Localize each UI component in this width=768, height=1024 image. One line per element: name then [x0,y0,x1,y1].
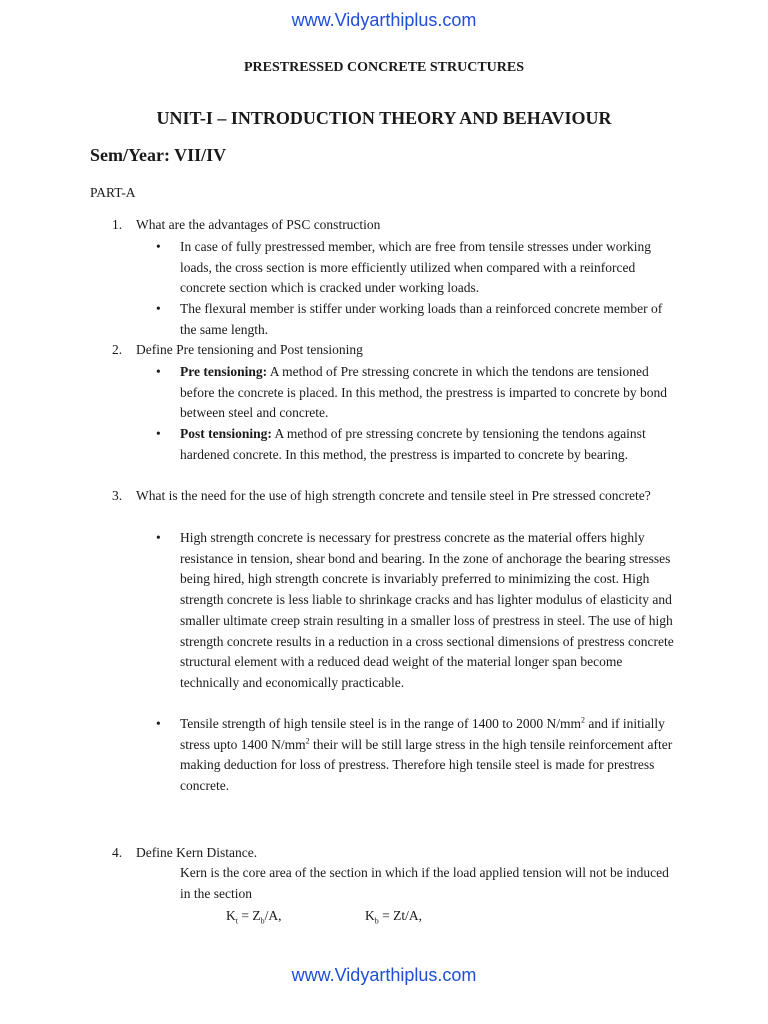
kern-formula-top [226,906,281,927]
formula-symbol: K [226,908,236,923]
formula-text: = Z [237,908,261,923]
bullet-text: In case of fully prestressed member, which are free from tensile stresses under working loads, the cross section is more efficiently utilized when compared with a reinforced concrete section which is cracked under working loads. [180,239,652,296]
part-a-label: PART-A [90,185,136,200]
bullet-icon: • [156,364,161,379]
question-text: Define Pre tensioning and Post tensioning [136,342,363,357]
document-title: PRESTRESSED CONCRETE STRUCTURES [243,60,525,75]
unit-heading: UNIT-I – INTRODUCTION THEORY AND BEHAVIOUR [156,108,612,128]
sem-year-heading: Sem/Year: VII/IV [90,145,227,165]
term-label: Pre tensioning: [180,364,268,379]
term-definition: A method of pre stressing concrete by tensioning the tendons against hardened concrete. In this method, the prestress is imparted to concrete by bearing. [180,426,646,462]
question-number: 1. [112,217,123,232]
bullet-text: The flexural member is stiffer under working loads than a reinforced concrete member of the same length. [180,301,663,337]
superscript: 2 [581,715,585,725]
bullet-icon: • [156,530,161,545]
question-text: Define Kern Distance. [136,845,258,860]
question-text: What are the advantages of PSC construction [136,217,381,232]
question-number: 4. [112,845,123,860]
formula-text: = Zt/A, [378,908,422,923]
subscript: t [235,916,238,926]
bullet-text: High strength concrete is necessary for prestress concrete as the material offers highly resistance in tension, shear bond and bearing. In the zone of anchorage the bearing stresses being hired, high strength concrete is invariably preferred to minimizing the cost. High strength concrete is less liable to shrinkage cracks and has lighter modulus of elasticity and smaller ultimate creep strain resulting in a smaller loss of prestress in steel. The use of high strength concrete results in a reduction in a cross sectional dimensions of prestress concrete structural element with a reduced dead weight of the material longer span become technically and economically practicable. [180,530,674,690]
bullet-icon: • [156,301,161,316]
bullet-text [180,424,680,465]
formula-symbol: K [365,908,375,923]
superscript: 2 [305,736,310,746]
bullet-text [180,362,680,424]
question-number: 3. [112,488,123,503]
header-site-link[interactable]: www.Vidyarthiplus.com [291,10,477,30]
kern-formula-bottom [365,906,422,927]
text-part: their will be still large stress in the high tensile reinforcement after making deduction for loss of prestress. Therefore high tensile steel is made for prestress concrete. [180,736,673,794]
subscript: b [260,916,265,926]
bullet-icon: • [156,426,161,441]
bullet-text [180,714,680,797]
formula-text: /A, [264,908,282,923]
kern-definition: Kern is the core area of the section in which if the load applied tension will not be induced in the section [180,865,669,901]
subscript: b [374,916,379,926]
text-part: Tensile strength of high tensile steel is in the range of 1400 to 2000 N/mm [180,716,581,731]
question-text: What is the need for the use of high strength concrete and tensile steel in Pre stressed concrete? [136,488,651,503]
term-label: Post tensioning: [180,426,272,441]
footer-site-link[interactable]: www.Vidyarthiplus.com [291,965,477,985]
text-part: and if initially stress upto 1400 N/mm [180,716,665,752]
bullet-icon: • [156,239,161,254]
question-number: 2. [112,342,123,357]
bullet-icon: • [156,716,161,731]
term-definition: A method of Pre stressing concrete in which the tendons are tensioned before the concrete is placed. In this method, the prestress is imparted to concrete by bond between steel and concrete. [180,364,667,421]
